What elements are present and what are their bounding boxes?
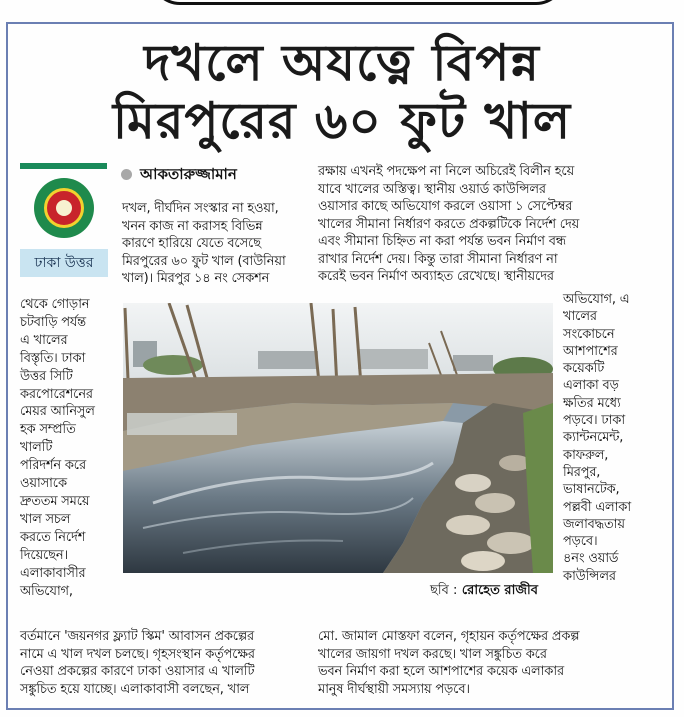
text-line: কয়েকটি	[563, 361, 605, 377]
text-line: মানুষ দীর্ঘস্থায়ী সমস্যায় পড়বে।	[318, 681, 470, 697]
text-line: মো. জামাল মোস্তফা বলেন, গৃহায়ন কর্তৃপক্ষের প্রকল্প	[318, 629, 580, 644]
text-line: ক্ষতির মধ্যে	[563, 395, 621, 411]
text-line: আশপাশের	[563, 343, 618, 359]
text-line: করেই ভবন নির্মাণ অব্যাহত রেখেছে। স্থানীয়দের	[318, 269, 554, 284]
author-bullet-icon	[121, 169, 132, 180]
column-left	[20, 296, 95, 600]
column-a	[122, 200, 286, 288]
text-line: অভিযোগ,	[20, 583, 73, 599]
text-line: জলাবদ্ধতায়	[563, 516, 625, 532]
text-line: রক্ষায় এখনই পদক্ষেপ না নিলে অচিরেই বিলীন হয়ে	[318, 164, 575, 179]
masthead-arc	[150, 0, 566, 5]
text-line: নেওয়া প্রকল্পের কারণে ঢাকা ওয়াসার এ খালটি	[20, 664, 255, 679]
text-line: সঙ্কুচিত হয়ে যাচ্ছে। এলাকাবাসী বলছেন, খাল	[20, 681, 250, 697]
text-line: এ খালের	[20, 332, 68, 348]
text-line: খাল সচল	[20, 511, 71, 527]
column-bottom-left	[20, 628, 255, 698]
text-line: যাবে খালের অস্তিত্ব। স্থানীয় ওয়ার্ড কাউন্সিলর	[318, 181, 546, 197]
text-line: কাফরুল,	[563, 447, 609, 463]
text-line: খালের	[563, 309, 597, 325]
text-line: কারণে হারিয়ে যেতে বসেছে	[122, 236, 261, 251]
text-line: পড়বে। ঢাকা	[563, 413, 625, 429]
text-line: ওয়াসার কাছে অভিযোগ করলে ওয়াসা ১ সেপ্টেম্বর	[318, 199, 573, 214]
canal-photo	[123, 303, 553, 573]
column-right	[563, 291, 631, 585]
author-byline: আকতারুজ্জামান	[140, 165, 237, 183]
text-line: এলাকা বড়	[563, 378, 619, 394]
text-line: মেয়র আনিসুল	[20, 404, 95, 420]
text-line: দিয়েছেন।	[20, 547, 68, 563]
text-line: এলাকাবাসীর	[20, 565, 86, 581]
photo-caption	[430, 582, 538, 600]
text-line: পল্লবী এলাকা	[563, 499, 631, 515]
text-line: হক সম্প্রতি	[20, 422, 76, 438]
headline-line-2: মিরপুরের ৬০ ফুট খাল	[112, 91, 572, 150]
section-color-bar	[20, 163, 107, 169]
text-line: খালের জায়গা দখল করছে। খাল সঙ্কুচিত করে	[318, 646, 547, 662]
text-line: দখল, দীর্ঘদিন সংস্কার না হওয়া,	[122, 201, 279, 216]
text-line: করপোরেশনের	[20, 386, 93, 402]
text-line: ৪নং ওয়ার্ড	[563, 551, 619, 567]
text-line: খাল)। মিরপুর ১৪ নং সেকশন	[122, 271, 270, 286]
caption-credit: রোহেত রাজীব	[461, 583, 538, 598]
headline-line-1: দখলে অযত্নে বিপন্ন	[144, 33, 540, 92]
section-tag: ঢাকা উত্তর	[20, 249, 108, 277]
text-line: পড়বে।	[563, 534, 598, 550]
dncc-logo	[34, 178, 94, 238]
text-line: মিরপুরের ৬০ ফুট খাল (বাউনিয়া	[122, 253, 286, 269]
column-top-right	[318, 163, 579, 286]
text-line: খালের সীমানা নির্ধারণ করতে প্রকল্পটিকে নির্দেশ দেয়	[318, 216, 580, 232]
text-line: রাখার নির্দেশ দেয়। কিন্তু তারা সীমানা নির্ধারণ না	[318, 251, 558, 267]
text-line: ভবন নির্মাণ করা হলে আশপাশের কয়েক এলাকার	[318, 664, 564, 679]
text-line: বিস্তৃতি। ঢাকা	[20, 350, 86, 366]
text-line: ওয়াসাকে	[20, 476, 67, 492]
text-line: পরিদর্শন করে	[20, 458, 86, 474]
text-line: মিরপুর,	[563, 464, 601, 480]
text-line: দ্রুততম সময়ে	[20, 493, 90, 509]
text-line: অভিযোগ, এ	[563, 292, 630, 307]
text-line: থেকে গোড়ান	[20, 297, 90, 312]
text-line: নামে এ খাল দখল চলছে। গৃহসংস্থান কর্তৃপক্ষের	[20, 646, 255, 662]
text-line: ক্যান্টনমেন্ট,	[563, 430, 624, 446]
text-line: ভাষানটেক,	[563, 482, 620, 498]
text-line: খনন কাজ না করাসহ বিভিন্ন	[122, 218, 263, 234]
column-bottom-right	[318, 628, 579, 698]
text-line: কাউন্সিলর	[563, 568, 616, 584]
text-line: খালটি	[20, 440, 53, 456]
text-line: সংকোচনে	[563, 326, 615, 342]
text-line: বর্তমানে 'জয়নগর ফ্ল্যাট স্কিম' আবাসন প্রকল্পের	[20, 629, 255, 644]
text-line: উত্তর সিটি	[20, 368, 73, 384]
text-line: করতে নির্দেশ	[20, 529, 86, 545]
text-line: চটবাড়ি পর্যন্ত	[20, 314, 86, 330]
caption-label: ছবি :	[430, 583, 458, 598]
text-line: এবং সীমানা চিহ্নিত না করা পর্যন্ত ভবন নির্মাণ বন্ধ	[318, 234, 566, 249]
